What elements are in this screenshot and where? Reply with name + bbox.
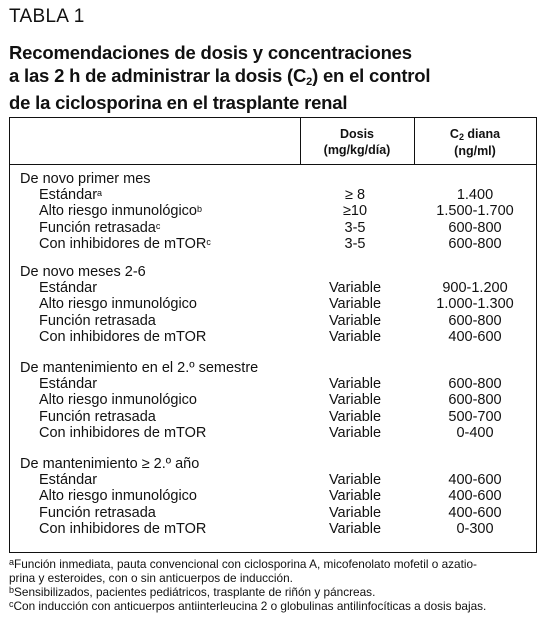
dose-cell: 3-5 [344, 219, 366, 236]
concentration-header-line-1 [414, 126, 536, 143]
concentration-cell: 400-600 [448, 504, 502, 521]
section-title: De mantenimiento en el 2.º semestre [20, 360, 259, 376]
table-row [10, 488, 536, 505]
row-label [39, 313, 156, 330]
row-label-text: Función retrasada [39, 312, 156, 329]
table-row [10, 425, 536, 442]
concentration-cell: 600-800 [448, 392, 502, 409]
dose-cell: Variable [328, 280, 382, 297]
row-label-text: Estándar [39, 187, 98, 204]
row-label-text: Con inhibidores de mTOR [39, 328, 207, 345]
footnote-reference: c [155, 220, 161, 231]
dose-cell: 3-5 [344, 235, 366, 252]
footnote-a-mark: a [9, 557, 15, 567]
row-label [39, 187, 102, 204]
dose-cell: Variable [328, 424, 382, 441]
table-label: TABLA 1 [9, 6, 85, 27]
footnote-a-text-1: Función inmediata, pauta convencional con ciclosporina A, micofenolato mofetil o azatio- [14, 557, 477, 571]
dose-cell: Variable [328, 392, 382, 409]
section-row [10, 264, 536, 281]
title-line-2 [9, 64, 539, 91]
footnote-b [9, 585, 539, 599]
row-label [39, 329, 206, 346]
title-line-2-start: a las 2 h de administrar la dosis (C [9, 65, 307, 86]
concentration-header-line-2: (ng/ml) [454, 144, 496, 158]
dose-cell: Variable [328, 328, 382, 345]
row-label [39, 280, 97, 297]
table-row [10, 187, 536, 204]
section-title: De novo primer mes [20, 171, 151, 187]
row-label [39, 505, 156, 522]
row-label [39, 472, 97, 489]
concentration-cell: 400-600 [448, 328, 502, 345]
table-title [9, 41, 539, 114]
title-line-2-end: ) en el control [312, 65, 431, 86]
row-label [39, 220, 160, 237]
dosing-table [9, 117, 537, 553]
concentration-cell: 900-1.200 [442, 280, 508, 297]
row-label-text: Estándar [39, 280, 98, 297]
row-label [39, 203, 202, 220]
row-label [39, 392, 197, 409]
dose-cell: Variable [328, 296, 382, 313]
footnote-a-line-2: prina y esteroides, con o sin anticuerpos de inducción. [9, 571, 293, 585]
concentration-header-c: C [449, 127, 459, 141]
footnote-reference: b [196, 204, 202, 215]
concentration-cell: 0-300 [456, 520, 494, 537]
dose-cell: Variable [328, 472, 382, 489]
dose-header-line-2: (mg/kg/día) [323, 143, 391, 157]
row-label-text: Con inhibidores de mTOR [39, 520, 207, 537]
row-label-text: Función retrasada [39, 504, 156, 521]
section-row [10, 360, 536, 377]
concentration-cell: 1.000-1.300 [436, 296, 514, 313]
row-label-text: Alto riesgo inmunológico [39, 392, 197, 409]
row-label-text: Alto riesgo inmunológico [39, 296, 197, 313]
title-line-1: Recomendaciones de dosis y concentraciones [9, 42, 412, 63]
footnote-b-text: Sensibilizados, pacientes pediátricos, trasplante de riñón y páncreas. [14, 585, 376, 599]
dose-cell: Variable [328, 488, 382, 505]
footnote-reference: c [206, 236, 211, 247]
row-label [39, 488, 197, 505]
concentration-cell: 600-800 [448, 376, 502, 393]
row-label-text: Con inhibidores de mTOR [39, 235, 207, 252]
table-row [10, 329, 536, 346]
dose-cell: Variable [328, 376, 382, 393]
row-label [39, 425, 206, 442]
row-label [39, 376, 97, 393]
footnote-c-text: Con inducción con anticuerpos antiinterleucina 2 o globulinas antilinfocíticas a dosis bajas. [13, 599, 487, 613]
dose-cell: Variable [328, 504, 382, 521]
table-row [10, 505, 536, 522]
dose-cell: ≥10 [342, 203, 368, 220]
title-line-3: de la ciclosporina en el trasplante renal [9, 92, 348, 113]
dose-header-line-1: Dosis [339, 127, 375, 141]
row-label [39, 236, 211, 253]
row-label [39, 409, 156, 426]
table-row [10, 392, 536, 409]
table-row [10, 409, 536, 426]
concentration-cell: 500-700 [448, 408, 502, 425]
row-label-text: Función retrasada [39, 408, 156, 425]
header-bottom-rule [10, 164, 536, 165]
section-title: De novo meses 2-6 [20, 264, 146, 280]
footnotes [9, 557, 539, 613]
concentration-column-header [414, 126, 536, 159]
row-label-text: Función retrasada [39, 219, 156, 236]
table-row [10, 236, 536, 253]
concentration-cell: 600-800 [448, 235, 502, 252]
dose-column-header [300, 126, 414, 158]
concentration-cell: 0-400 [456, 424, 494, 441]
table-row [10, 280, 536, 297]
section-row [10, 456, 536, 473]
footnote-c [9, 599, 539, 613]
concentration-cell: 400-600 [448, 488, 502, 505]
concentration-cell: 400-600 [448, 472, 502, 489]
concentration-cell: 600-800 [448, 219, 502, 236]
dose-cell: ≥ 8 [344, 187, 366, 204]
table-row [10, 313, 536, 330]
table-row [10, 296, 536, 313]
row-label [39, 296, 197, 313]
row-label-text: Con inhibidores de mTOR [39, 424, 207, 441]
footnote-c-mark: c [9, 599, 14, 609]
title-subscript: 2 [306, 76, 313, 88]
concentration-cell: 600-800 [448, 312, 502, 329]
concentration-header-diana: diana [463, 127, 501, 141]
footnote-reference: a [97, 188, 103, 199]
row-label-text: Alto riesgo inmunológico [39, 488, 197, 505]
section-title: De mantenimiento ≥ 2.º año [20, 456, 200, 472]
table-row [10, 220, 536, 237]
concentration-cell: 1.400 [456, 187, 494, 204]
table-row [10, 472, 536, 489]
row-label [39, 521, 206, 538]
dose-cell: Variable [328, 520, 382, 537]
row-label-text: Alto riesgo inmunológico [39, 203, 197, 220]
concentration-cell: 1.500-1.700 [436, 203, 514, 220]
row-label-text: Estándar [39, 376, 98, 393]
row-label-text: Estándar [39, 472, 98, 489]
section-row [10, 171, 536, 188]
table-row [10, 203, 536, 220]
table-row [10, 376, 536, 393]
table-row [10, 521, 536, 538]
footnote-a-line-1 [9, 557, 539, 571]
dose-cell: Variable [328, 408, 382, 425]
footnote-b-mark: b [9, 585, 15, 595]
dose-cell: Variable [328, 312, 382, 329]
concentration-header-subscript: 2 [458, 132, 464, 142]
